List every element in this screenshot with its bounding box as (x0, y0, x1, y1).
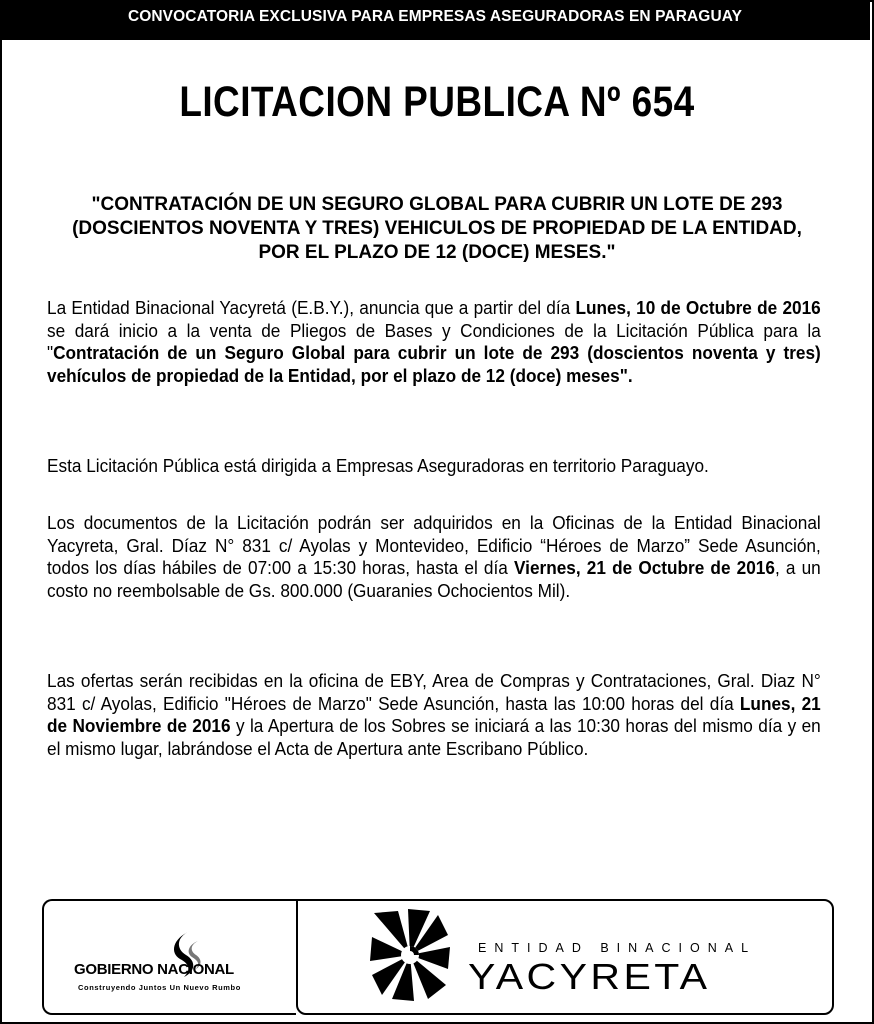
para-bold: Lunes, 21 de Noviembre de 2016 (47, 692, 821, 736)
gobierno-name: GOBIERNO NACIONAL (74, 961, 234, 978)
para-text: Las ofertas serán recibidas en la oficina de EBY, Area de Compras y Contrataciones, Gral. Diaz N° 831 c/ Ayolas, Edificio "Héroes de Marzo" Sede Asunción, hasta las 10:00 horas del día (47, 670, 821, 714)
para-text: se dará inicio a la venta de Pliegos de Bases y Condiciones de la Licitación Pública para la " (47, 319, 821, 363)
yacyreta-spiral-icon (368, 905, 452, 1005)
eby-wordmark: YACYRETA (468, 956, 711, 997)
para-text: Los documentos de la Licitación podrán ser adquiridos en la Oficinas de la Entidad Binacional Yacyreta, Gral. Díaz N° 831 c/ Ayolas y Montevideo, Edificio “Héroes de Marzo” Sede Asunción, todos los días hábiles de 07:00 a 15:30 horas, hasta el día (47, 512, 821, 578)
para-text: y la Apertura de los Sobres se iniciará a las 10:30 horas del mismo día y en el mismo lugar, labrándose el Acta de Apertura ante Escribano Público. (47, 715, 821, 759)
subject-line: POR EL PLAZO DE 12 (DOCE) MESES." (258, 242, 616, 263)
notice-subject (40, 193, 834, 265)
subject-line: "CONTRATACIÓN DE UN SEGURO GLOBAL PARA CUBRIR UN LOTE DE 293 (91, 194, 783, 215)
eby-subtitle: ENTIDAD BINACIONAL (478, 941, 757, 955)
top-banner: CONVOCATORIA EXCLUSIVA PARA EMPRESAS ASEGURADORAS EN PARAGUAY (0, 0, 870, 40)
para-bold: Contratación de un Seguro Global para cubrir un lote de 293 (doscientos noventa y tres) vehículos de propiedad de la Entidad, por el plazo de 12 (doce) meses". (47, 342, 821, 386)
paragraph-eligibility: Esta Licitación Pública está dirigida a Empresas Aseguradoras en territorio Paraguayo. (47, 455, 709, 476)
gobierno-tagline: Construyendo Juntos Un Nuevo Rumbo (78, 983, 241, 992)
paragraph-documents (47, 512, 821, 602)
para-text: , a un costo no reembolsable de Gs. 800.000 (Guaranies Ochocientos Mil). (47, 557, 821, 601)
notice-title: LICITACION PUBLICA Nº 654 (179, 78, 695, 126)
yacyreta-logo-box (296, 899, 834, 1015)
gobierno-logo-box (42, 899, 296, 1015)
paragraph-announcement (47, 297, 821, 387)
para-text: La Entidad Binacional Yacyretá (E.B.Y.), anuncia que a partir del día (47, 297, 576, 318)
subject-line: (DOSCIENTOS NOVENTA Y TRES) VEHICULOS DE PROPIEDAD DE LA ENTIDAD, (72, 218, 802, 239)
paragraph-offers (47, 670, 821, 760)
para-bold: Viernes, 21 de Octubre de 2016 (514, 557, 775, 578)
para-bold: Lunes, 10 de Octubre de 2016 (575, 297, 821, 318)
